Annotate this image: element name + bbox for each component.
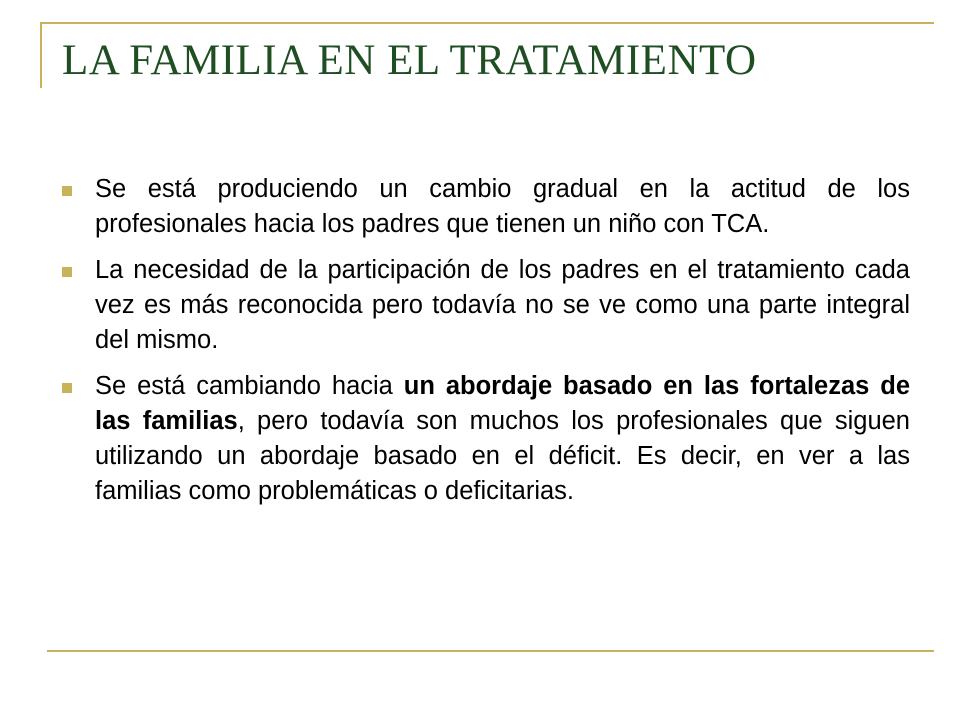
bullet-list: [62, 172, 910, 520]
square-bullet-icon: [62, 186, 72, 196]
slide-title: LA FAMILIA EN EL TRATAMIENTO: [62, 37, 757, 84]
bullet-text: La necesidad de la participación de los padres en el tratamiento cada vez es más reconocida pero todavía no se ve como una parte integral del mismo.: [95, 256, 910, 354]
bullet-item: [62, 172, 910, 242]
bullet-text-lead: Se está cambiando hacia: [95, 372, 404, 400]
bullet-text: Se está produciendo un cambio gradual en la actitud de los profesionales hacia los padres que tienen un niño con TCA.: [95, 175, 910, 238]
bullet-item: [62, 253, 910, 358]
bullet-text-tail: , pero todavía son muchos los profesionales que siguen utilizando un abordaje basado en el déficit. Es decir, en ver a las familias como problemáticas o deficitarias.: [95, 407, 910, 505]
square-bullet-icon: [62, 267, 72, 277]
bottom-divider: [47, 650, 934, 652]
top-divider: [40, 22, 934, 24]
bullet-text-emphasis: un abordaje basado en las fortalezas de las familias: [95, 372, 911, 435]
bullet-item: [62, 369, 910, 509]
left-title-divider: [40, 22, 42, 88]
square-bullet-icon: [62, 383, 72, 393]
